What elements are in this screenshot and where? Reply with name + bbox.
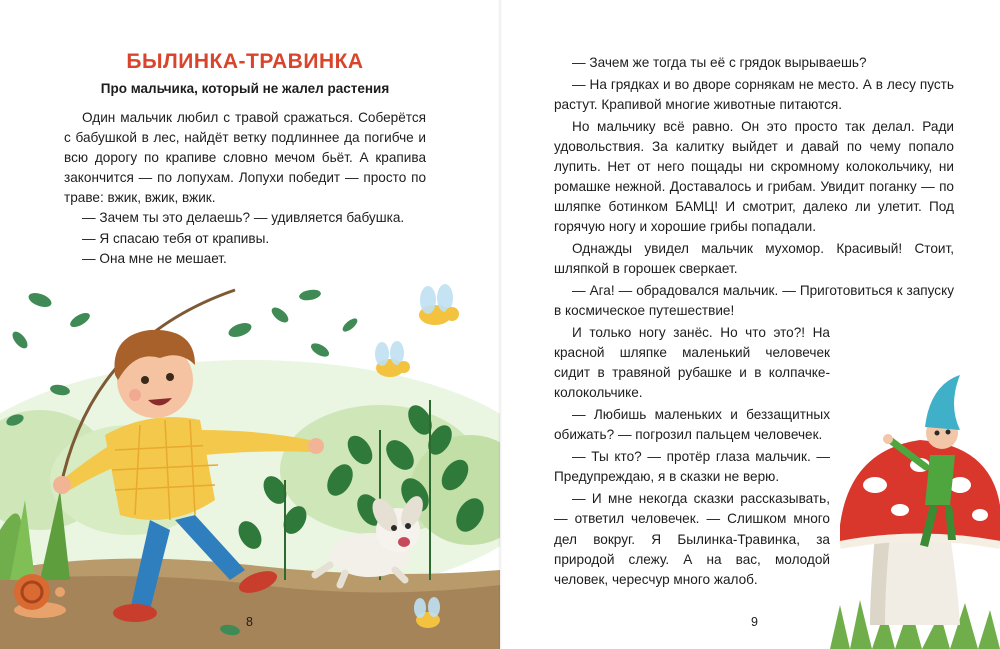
paragraph: — На грядках и во дворе сорнякам не место. А в лесу пусть растут. Крапивой многие животные питаются.: [554, 76, 954, 112]
left-text-block: [64, 108, 426, 269]
paragraph: — Ага! — обрадовался мальчик. — Приготовиться к запуску в космическое путешествие!: [554, 283, 954, 319]
paragraph: — Я спасаю тебя от крапивы.: [82, 230, 270, 246]
paragraph: — И мне некогда сказки рассказывать, — ответил человечек. — Слишком много дел вокруг. Я Былинка-Травинка, за природой слежу. А на вас, молодой человек, чересчур много жалоб.: [554, 491, 830, 587]
story-title: БЫЛИНКА-ТРАВИНКА: [126, 50, 364, 73]
paragraph: Однажды увидел мальчик мухомор. Красивый! Стоит, шляпкой в горошек сверкает.: [554, 241, 954, 277]
page-number-right: 9: [751, 615, 758, 629]
mushroom-elf-illustration: [830, 355, 1000, 649]
page-number-left: 8: [246, 615, 253, 629]
paragraph: И только ногу занёс. Но что это?! На красной шляпке маленький человечек сидит в травяной рубашке и в колпачке-колокольчике.: [554, 325, 830, 401]
paragraph: Один мальчик любил с травой сражаться. Соберётся с бабушкой в лес, найдёт ветку подлиннее да погибче и всю дорогу по крапиве словно мечом бьёт. А крапива закончится — по лопухам. Лопухи победит — просто по траве: вжик, вжик, вжик.: [64, 110, 426, 206]
story-subtitle: Про мальчика, который не жалел растения: [100, 81, 390, 96]
paragraph: — Она мне не мешает.: [82, 250, 227, 266]
paragraph: — Зачем ты это делаешь? — удивляется бабушка.: [82, 210, 405, 226]
paragraph: — Ты кто? — протёр глаза мальчик. — Предупреждаю, я в сказки не верю.: [554, 449, 830, 485]
paragraph: — Зачем же тогда ты её с грядок вырываешь?: [572, 55, 867, 70]
boy-illustration: [0, 280, 500, 649]
paragraph: — Любишь маленьких и беззащитных обижать? — погрозил пальцем человечек.: [554, 407, 830, 443]
paragraph: Но мальчику всё равно. Он это просто так делал. Ради удовольствия. За калитку выйдет и давай по чему попало лупить. Нет от него пощады ни скромному колокольчику, ни ромашке нежной. Доставалось и грибам. Увидит поганку — по шляпке ботинком БАМЦ! И смотрит, далеко ли улетит. Под горячую ногу и хорошие грибы попадали.: [554, 118, 954, 235]
right-page: [500, 0, 1000, 649]
